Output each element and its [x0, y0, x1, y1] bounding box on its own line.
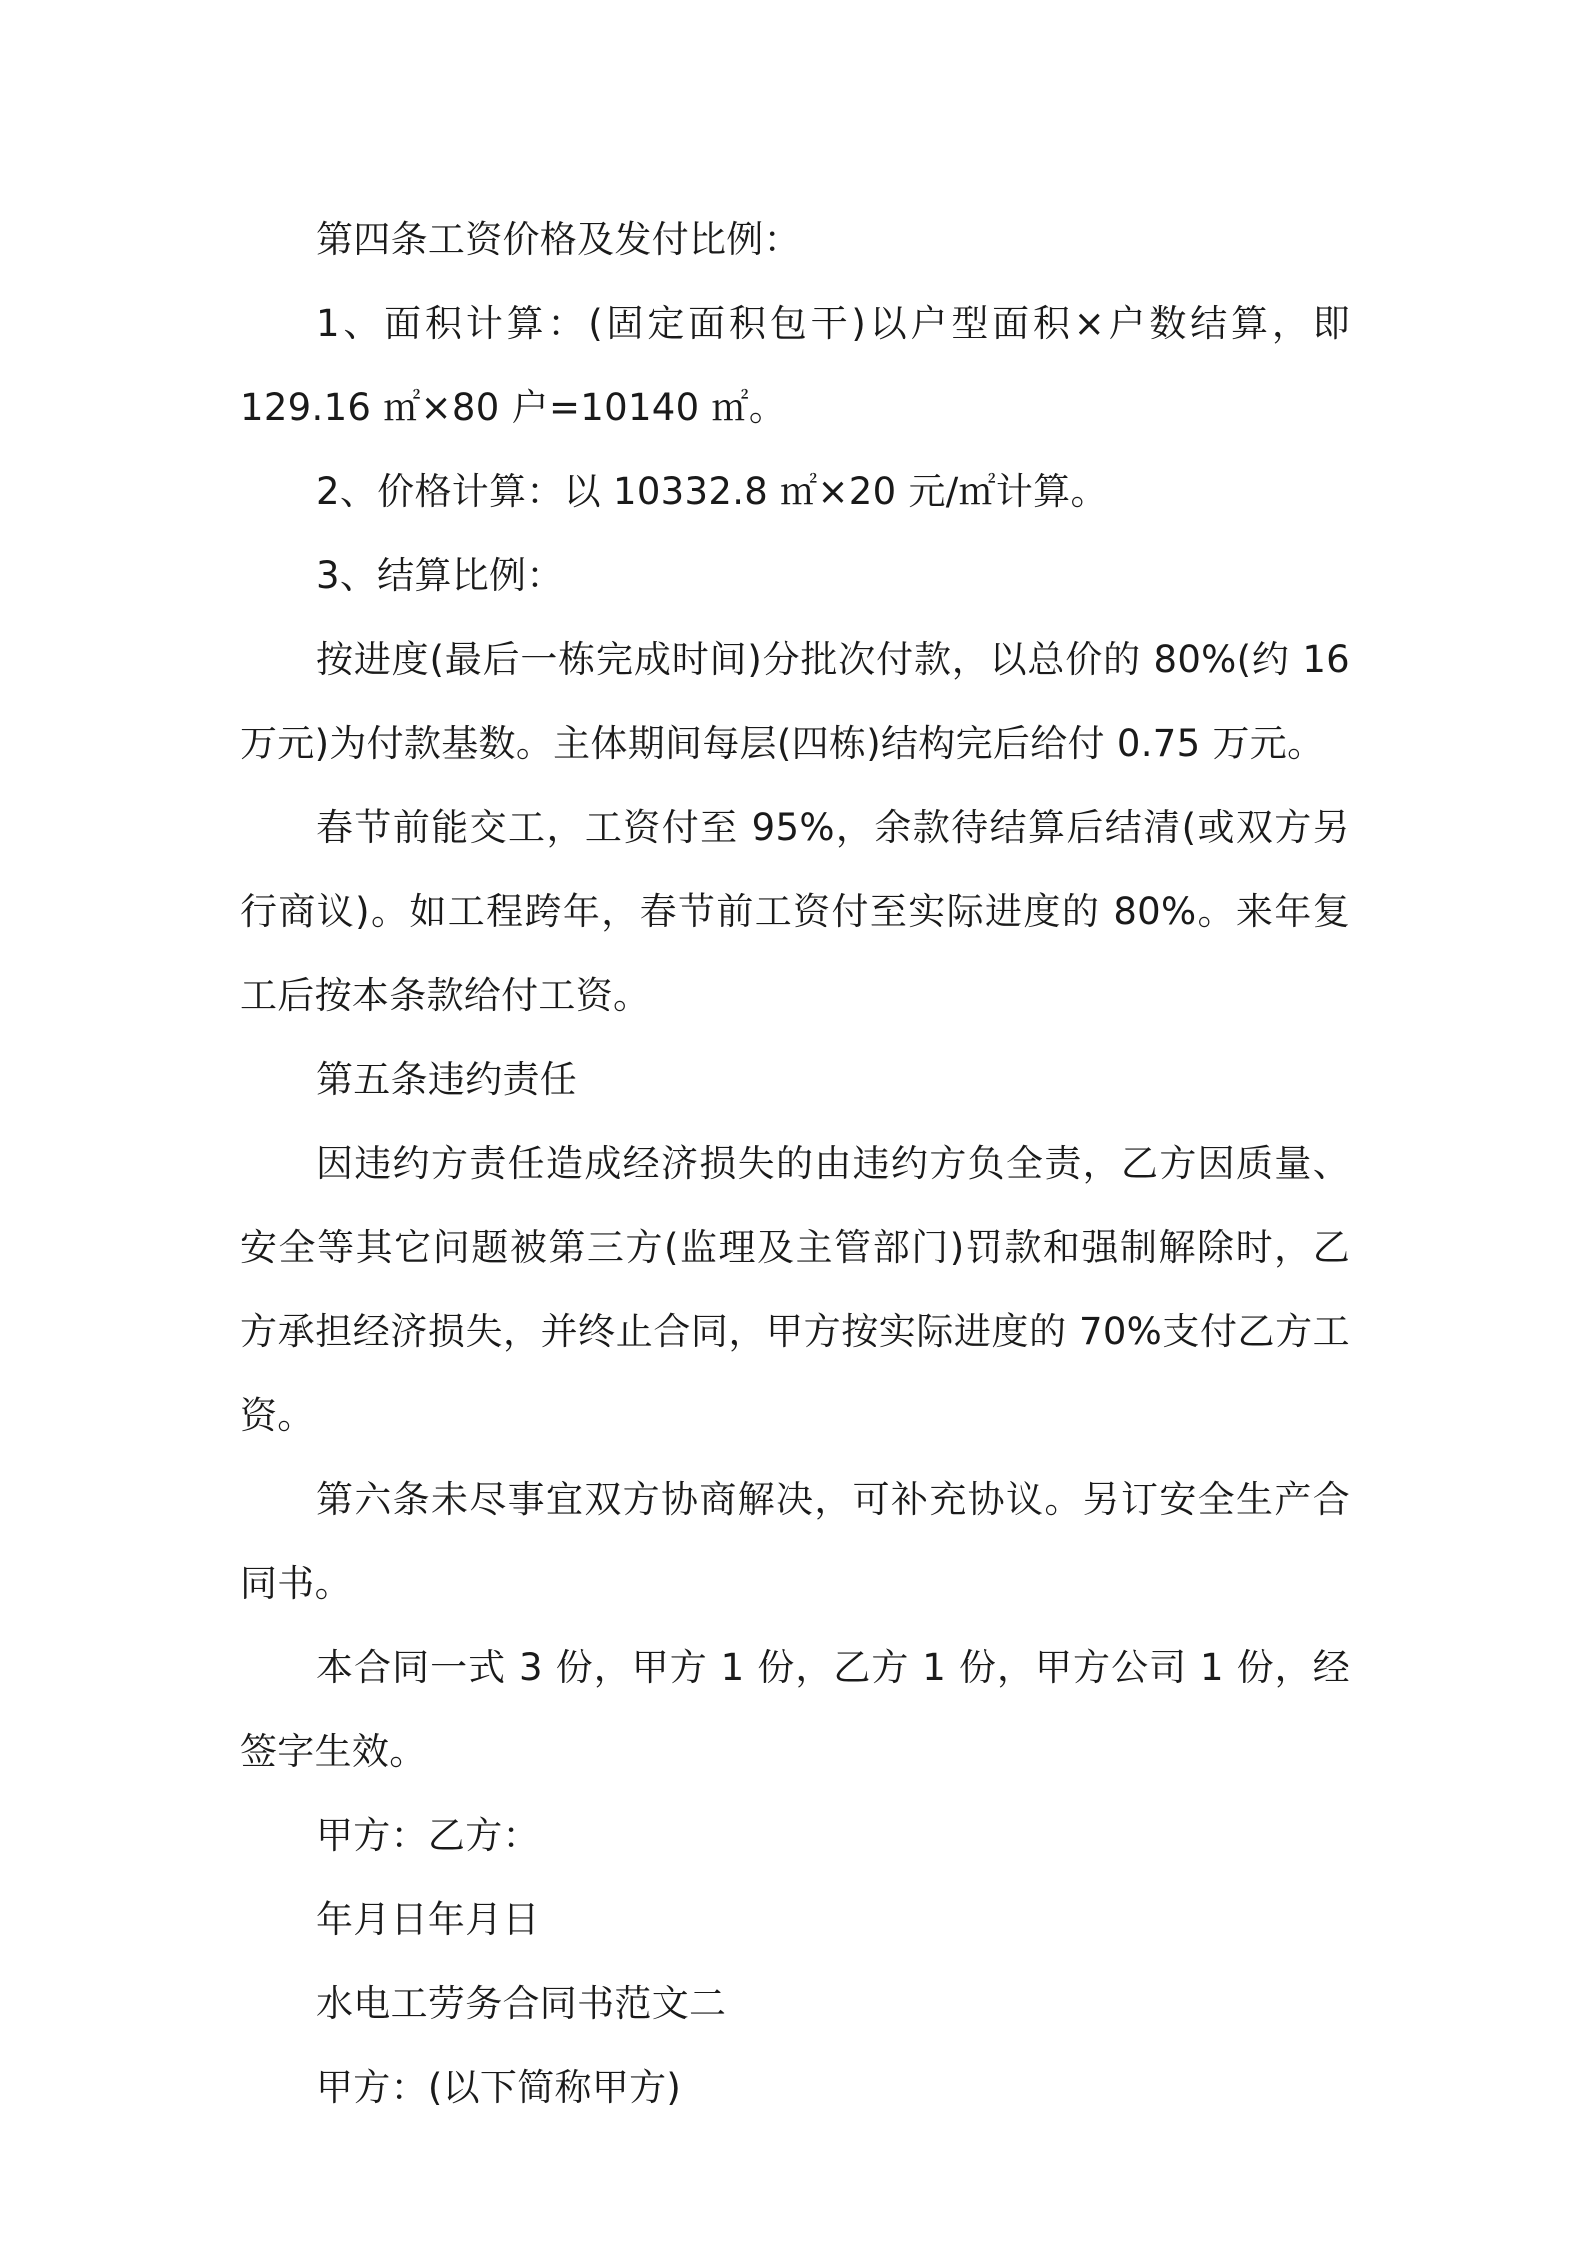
- signature-parties: 甲方：乙方：: [316, 1814, 540, 1857]
- document-body: [240, 198, 1350, 2130]
- paragraph-spring-festival-payment: 春节前能交工，工资付至 95%，余款待结算后结清(或双方另行商议)。如工程跨年，春节前工资付至实际进度的 80%。来年复工后按本条款给付工资。: [240, 806, 1350, 1017]
- paragraph-article-6: 第六条未尽事宜双方协商解决，可补充协议。另订安全生产合同书。: [240, 1478, 1350, 1605]
- paragraph-payment-schedule: 按进度(最后一栋完成时间)分批次付款，以总价的 80%(约 16 万元)为付款基数。主体期间每层(四栋)结构完后给付 0.75 万元。: [240, 638, 1350, 765]
- paragraph-price-calculation: 2、价格计算：以 10332.8 ㎡×20 元/㎡计算。: [316, 470, 1108, 513]
- section-heading-article-4: 第四条工资价格及发付比例：: [316, 218, 801, 261]
- paragraph-settlement-ratio: 3、结算比例：: [316, 554, 564, 597]
- signature-dates: 年月日年月日: [316, 1898, 540, 1941]
- party-a-line: 甲方：(以下简称甲方): [316, 2066, 682, 2109]
- section-heading-article-5: 第五条违约责任: [316, 1058, 578, 1101]
- paragraph-area-calculation: 1、面积计算：(固定面积包干)以户型面积×户数结算，即 129.16 ㎡×80 户=10140 ㎡。: [240, 302, 1350, 429]
- paragraph-copies: 本合同一式 3 份，甲方 1 份，乙方 1 份，甲方公司 1 份，经签字生效。: [240, 1646, 1350, 1773]
- sample-title-2: 水电工劳务合同书范文二: [316, 1982, 727, 2025]
- paragraph-breach-liability: 因违约方责任造成经济损失的由违约方负全责，乙方因质量、安全等其它问题被第三方(监理及主管部门)罚款和强制解除时，乙方承担经济损失，并终止合同，甲方按实际进度的 70%支付乙方工资。: [240, 1142, 1350, 1437]
